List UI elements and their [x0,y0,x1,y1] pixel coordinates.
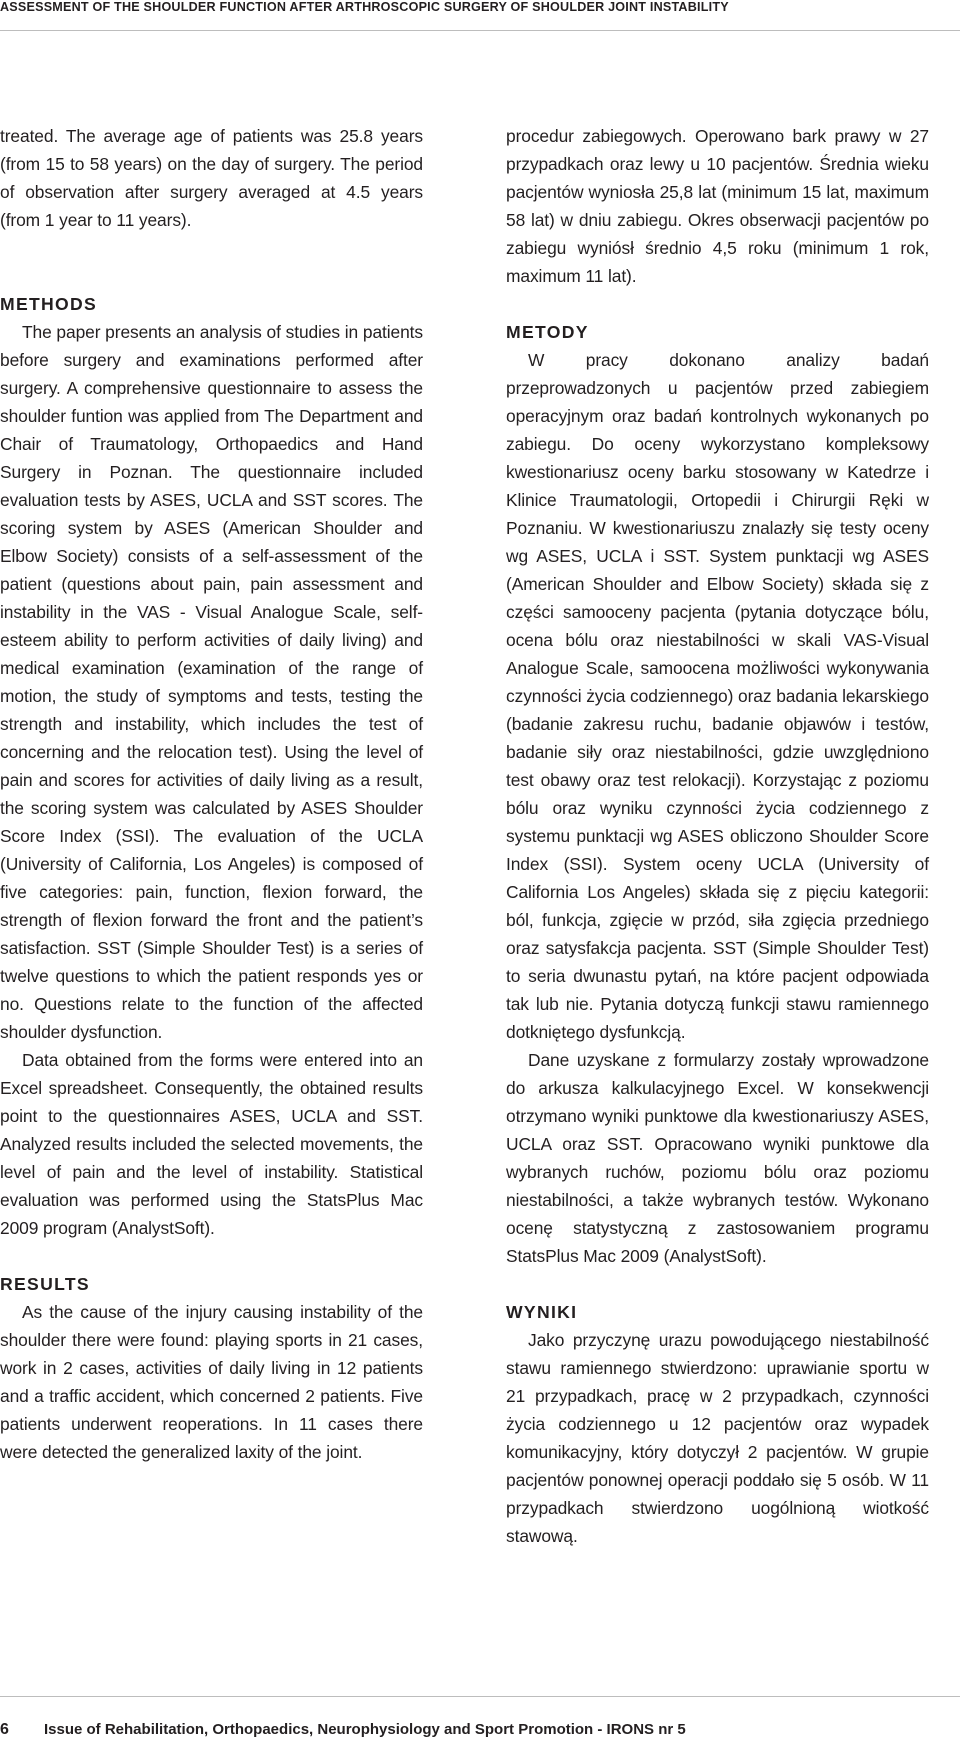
polish-column [506,122,929,1550]
methods-heading-pl: METODY [506,322,589,342]
methods-paragraph-2-pl: Dane uzyskane z formularzy zostały wprowadzone do arkusza kalkulacyjnego Excel. W konsekwencji otrzymano wyniki punktowe dla kwestionariuszy ASES, UCLA oraz SST. Opracowano wyniki punktowe dla wybranych ruchów, poziomu bólu oraz poziomu niestabilności, a także wybranych testów. Wykonano ocenę statystyczną z zastosowaniem programu StatsPlus Mac 2009 (AnalystSoft). [506,1050,929,1266]
intro-paragraph-pl: procedur zabiegowych. Operowano bark prawy w 27 przypadkach oraz lewy u 10 pacjentów. Średnia wieku pacjentów wyniosła 25,8 lat (minimum 15 lat, maximum 58 lat) w dniu zabiegu. Okres obserwacji pacjentów po zabiegu wyniósł średnio 4,5 roku (minimum 1 rok, maximum 11 lat). [506,126,929,286]
intro-paragraph-en: treated. The average age of patients was 25.8 years (from 15 to 58 years) on the day of surgery. The period of observation after surgery averaged at 4.5 years (from 1 year to 11 years). [0,126,423,230]
running-title: ASSESSMENT OF THE SHOULDER FUNCTION AFTER ARTHROSCOPIC SURGERY OF SHOULDER JOINT INSTABILITY [0,0,729,14]
journal-title: Issue of Rehabilitation, Orthopaedics, Neurophysiology and Sport Promotion - IRONS nr 5 [44,1721,686,1738]
page-number: 6 [0,1721,9,1738]
methods-paragraph-2-en: Data obtained from the forms were entered into an Excel spreadsheet. Consequently, the obtained results point to the questionnaires ASES, UCLA and SST. Analyzed results included the selected movements, the level of pain and the level of instability. Statistical evaluation was performed using the StatsPlus Mac 2009 program (AnalystSoft). [0,1050,423,1238]
methods-paragraph-1-pl: W pracy dokonano analizy badań przeprowadzonych u pacjentów przed zabiegiem operacyjnym oraz badań kontrolnych wykonanych po zabiegu. Do oceny wykorzystano kompleksowy kwestionariusz oceny barku stosowany w Katedrze i Klinice Traumatologii, Ortopedii i Chirurgii Ręki w Poznaniu. W kwestionariuszu znalazły się testy oceny wg ASES, UCLA i SST. System punktacji wg ASES (American Shoulder and Elbow Society) składa się z części samooceny pacjenta (pytania dotyczące bólu, ocena bólu oraz niestabilności w skali VAS-Visual Analogue Scale, samoocena możliwości wykonywania czynności życia codziennego) oraz badania lekarskiego (badanie zakresu ruchu, badanie objawów i testów, badanie siły oraz niestabilności, gdzie uwzględniono test obawy oraz test relokacji). Korzystając z poziomu bólu oraz wyniku czynności życia codziennego z systemu punktacji wg ASES obliczono Shoulder Score Index (SSI). System oceny UCLA (University of California Los Angeles) składa się z pięciu kategorii: ból, funkcja, zgięcie w przód, siła zgięcia przedniego oraz satysfakcja pacjenta. SST (Simple Shoulder Test) to seria dwunastu pytań, na które pacjent odpowiada tak lub nie. Pytania dotyczą funkcji stawu ramiennego dotkniętego dysfunkcją. [506,350,929,1042]
results-heading-pl: WYNIKI [506,1302,578,1322]
page-footer [0,1718,960,1742]
methods-paragraph-1-en: The paper presents an analysis of studies in patients before surgery and examinations performed after surgery. A comprehensive questionnaire to assess the shoulder funtion was applied from The Department and Chair of Traumatology, Orthopaedics and Hand Surgery in Poznan. The questionnaire included evaluation tests by ASES, UCLA and SST scores. The scoring system by ASES (American Shoulder and Elbow Society) consists of a self-assessment of the patient (questions about pain, pain assessment and instability in the VAS - Visual Analogue Scale, self-esteem ability to perform activities of daily living) and medical examination (examination of the range of motion, the study of symptoms and tests, testing the strength and instability, which includes the test of concerning and the relocation test). Using the level of pain and scores for activities of daily living as a result, the scoring system was calculated by ASES Shoulder Score Index (SSI). The evaluation of the UCLA (University of California, Los Angeles) is composed of five categories: pain, function, flexion forward, the strength of flexion forward the front and the patient’s satisfaction. SST (Simple Shoulder Test) is a series of twelve questions to which the patient responds yes or no. Questions relate to the function of the affected shoulder dysfunction. [0,322,423,1042]
header-rule [0,30,960,31]
methods-heading-en: METHODS [0,294,98,314]
results-heading-en: RESULTS [0,1274,90,1294]
english-column [0,122,423,1466]
results-paragraph-en: As the cause of the injury causing instability of the shoulder there were found: playing sports in 21 cases, work in 2 cases, activities of daily living in 12 patients and a traffic accident, which concerned 2 patients. Five patients underwent reoperations. In 11 cases there were detected the generalized laxity of the joint. [0,1302,423,1462]
footer-rule [0,1696,960,1697]
results-paragraph-pl: Jako przyczynę urazu powodującego niestabilność stawu ramiennego stwierdzono: uprawianie sportu w 21 przypadkach, pracę w 2 przypadkach, czynności życia codziennego u 12 pacjentów oraz wypadek komunikacyjny, który dotyczył 2 pacjentów. W grupie pacjentów ponownej operacji poddało się 5 osób. W 11 przypadkach stwierdzono uogólnioną wiotkość stawową. [506,1330,929,1546]
